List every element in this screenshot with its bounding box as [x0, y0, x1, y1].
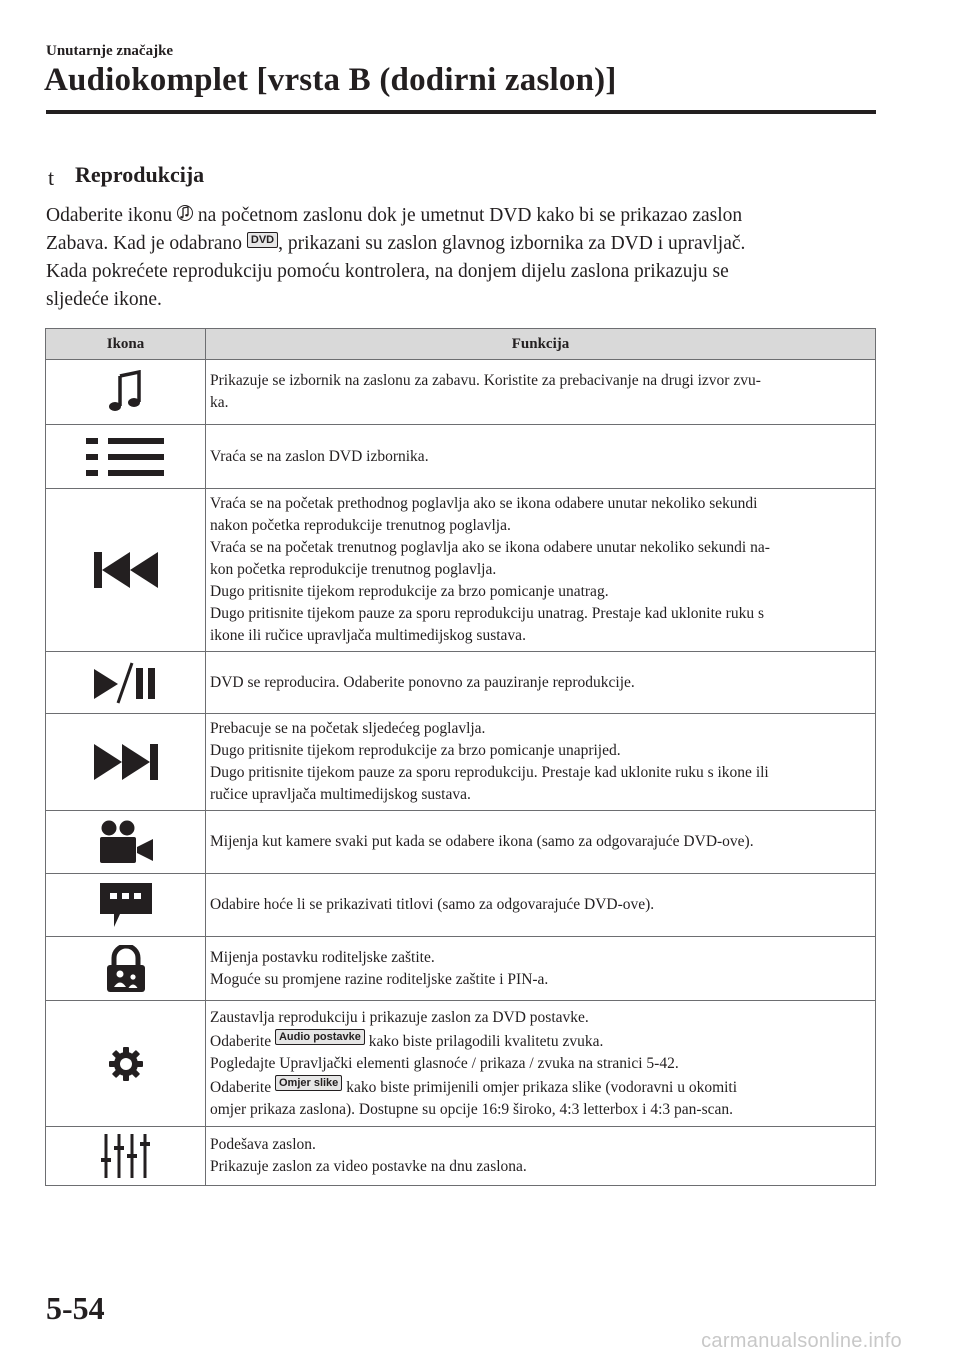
row-text: kako biste primijenili omjer prikaza slike (vodoravni u okomiti [342, 1078, 738, 1096]
function-table [45, 328, 876, 1186]
list-menu-icon [47, 437, 204, 477]
aspect-ratio-chip: Omjer slike [275, 1075, 342, 1091]
row-text: nakon početka reprodukcije trenutnog poglavlja. [210, 517, 511, 534]
row-text: Odaberite [210, 1032, 275, 1050]
row-text: Vraća se na početak prethodnog poglavlja ako se ikona odabere unutar nekoliko sekundi [210, 495, 758, 512]
intro-text: , prikazani su zaslon glavnog izbornika za DVD i upravljač. [278, 233, 746, 254]
intro-text: na početnom zaslonu dok je umetnut DVD kako bi se prikazao zaslon [193, 205, 743, 226]
entertainment-note-icon [177, 203, 193, 221]
row-text: ka. [210, 394, 229, 411]
row-text: Prikazuje zaslon za video postavke na dnu zaslona. [210, 1158, 527, 1175]
watermark: carmanualsonline.info [701, 1330, 902, 1352]
subtitle-icon [47, 881, 204, 929]
row-text: DVD se reproducira. Odaberite ponovno za pauziranje reprodukcije. [210, 673, 635, 691]
parental-lock-icon [47, 945, 204, 993]
row-text: Pogledajte Upravljački elementi glasnoće / prikaza / zvuka na stranici 5-42. [210, 1054, 679, 1072]
column-header-function: Funkcija [206, 329, 876, 360]
equalizer-sliders-icon [47, 1132, 204, 1180]
intro-text: Zabava. Kad je odabrano [46, 233, 247, 254]
row-text: Dugo pritisnite tijekom reprodukcije za brzo pomicanje unatrag. [210, 583, 609, 600]
table-row [46, 874, 876, 937]
row-text: Odabire hoće li se prikazivati titlovi (samo za odgovarajuće DVD-ove). [210, 896, 655, 913]
row-text: Dugo pritisnite tijekom pauze za sporu reprodukciju. Prestaje kad uklonite ruku s ikone ili [210, 764, 769, 781]
table-row [46, 489, 876, 652]
section-kicker: Unutarnje značajke [46, 43, 174, 59]
intro-text: Kada pokrećete reprodukciju pomoću kontrolera, na donjem dijelu zaslona prikazuju se [46, 261, 729, 282]
row-text: ikone ili ručice upravljača multimedijskog sustava. [210, 627, 526, 644]
page-title: Audiokomplet [vrsta B (dodirni zaslon)] [44, 62, 617, 98]
row-text: Mijenja postavku roditeljske zaštite. [210, 948, 435, 966]
row-text: kon početka reprodukcije trenutnog poglavlja. [210, 561, 497, 578]
camera-angle-icon [47, 819, 204, 865]
row-text: Vraća se na zaslon DVD izbornika. [210, 447, 429, 465]
row-text: Dugo pritisnite tijekom pauze za sporu reprodukciju unatrag. Prestaje kad uklonite ruku s [210, 605, 764, 622]
row-text: Zaustavlja reprodukciju i prikazuje zaslon za DVD postavke. [210, 1008, 589, 1026]
row-text: omjer prikaza zaslona). Dostupne su opcije 16:9 široko, 4:3 letterbox i 4:3 pan-scan. [210, 1100, 733, 1118]
page-number: 5-54 [46, 1290, 105, 1326]
intro-text: sljedeće ikone. [46, 289, 162, 310]
intro-paragraph [46, 202, 876, 314]
settings-gear-icon [47, 1046, 204, 1082]
section-title: Reprodukcija [75, 162, 205, 187]
row-text: Prebacuje se na početak sljedećeg poglavlja. [210, 720, 486, 737]
row-text: Dugo pritisnite tijekom reprodukcije za brzo pomicanje unaprijed. [210, 742, 621, 759]
table-row [46, 1127, 876, 1186]
intro-text: Odaberite ikonu [46, 205, 178, 226]
skip-previous-icon [47, 550, 204, 590]
audio-settings-chip: Audio postavke [275, 1029, 365, 1045]
row-text: ručice upravljača multimedijskog sustava. [210, 786, 471, 803]
column-header-icon: Ikona [46, 329, 206, 360]
row-text: Podešava zaslon. [210, 1136, 316, 1153]
row-text: Vraća se na početak trenutnog poglavlja ako se ikona odabere unutar nekoliko sekundi na- [210, 539, 770, 556]
row-text: kako biste prilagodili kvalitetu zvuka. [364, 1032, 604, 1050]
row-text: Mijenja kut kamere svaki put kada se odabere ikona (samo za odgovarajuće DVD-ove). [210, 833, 754, 850]
title-rule [46, 110, 876, 114]
music-note-icon [47, 370, 204, 414]
section-bullet: t [48, 165, 55, 190]
dvd-chip: DVD [247, 232, 278, 248]
skip-next-icon [47, 742, 204, 782]
table-row [46, 652, 876, 714]
table-row [46, 1001, 876, 1127]
row-text: Prikazuje se izbornik na zaslonu za zabavu. Koristite za prebacivanje na drugi izvor zvu- [210, 372, 761, 389]
table-row [46, 714, 876, 811]
row-text: Odaberite [210, 1078, 275, 1096]
table-row [46, 937, 876, 1001]
row-text: Moguće su promjene razine roditeljske zaštite i PIN-a. [210, 970, 549, 988]
table-row [46, 360, 876, 425]
table-row [46, 425, 876, 489]
table-row [46, 811, 876, 874]
play-pause-icon [47, 661, 204, 705]
